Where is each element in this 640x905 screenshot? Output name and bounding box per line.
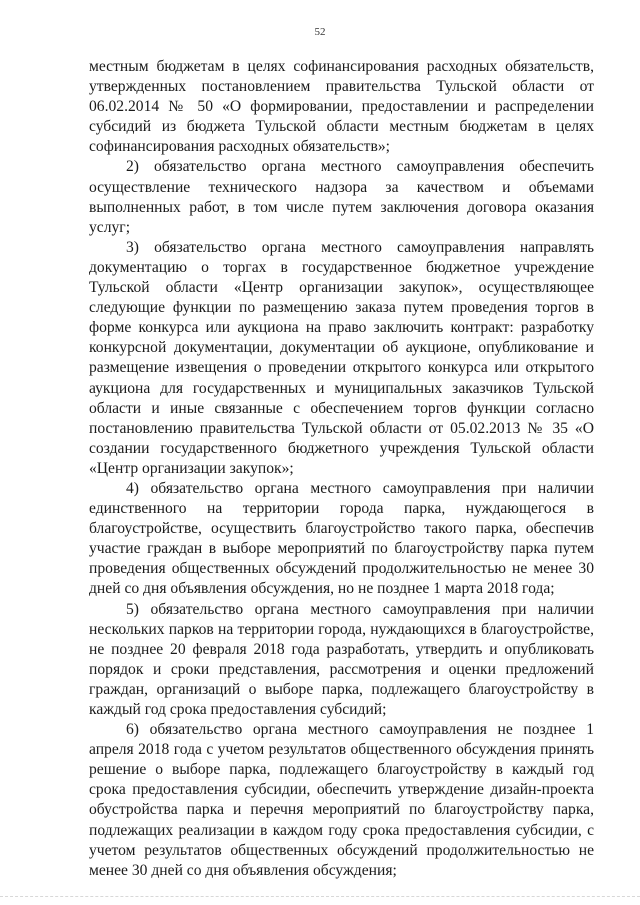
paragraph-continuation: местным бюджетам в целях софинансирования расходных обязательств, утвержденных постановлением правительства Тульской области от 06.02.2014 № 50 «О формировании, предоставлении и распределении субсидий из бюджета Тульской области местным бюджетам в целях софинансирования расходных обязательств»; — [89, 58, 594, 156]
paragraph-item-4: 4) обязательство органа местного самоуправления при наличии единственного на территории города парка, нуждающегося в благоустройстве, осуществить благоустройство такого парка, обеспечив участие граждан в выборе мероприятий по благоустройству парка путем проведения общественных обсуждений продолжительностью не менее 30 дней со дня объявления обсуждения, но не позднее 1 марта 2018 года; — [89, 479, 594, 598]
paragraph-item-5: 5) обязательство органа местного самоуправления при наличии нескольких парков на территории города, нуждающихся в благоустройстве, не позднее 20 февраля 2018 года разработать, утвердить и опубликовать порядок и сроки представления, рассмотрения и оценки предложений граждан, организаций о выборе парка, подлежащего благоустройству в каждый год срока предоставления субсидий; — [89, 600, 594, 718]
paragraph-item-3: 3) обязательство органа местного самоуправления направлять документацию о торгах в государственное бюджетное учреждение Тульской области «Центр организации закупок», осуществляющее следующие функции по размещению заказа путем проведения торгов в форме конкурса или аукциона на право заключить контракт: разработку конкурсной документации, документации об аукционе, опубликование и размещение извещения о проведении открытого конкурса или открытого аукциона для государственных и муниципальных заказчиков Тульской области и иные связанные с обеспечением торгов функции согласно постановлению правительства Тульской области от 05.02.2013 № 35 «О создании государственного бюджетного учреждения Тульской области «Центр организации закупок»; — [89, 238, 594, 477]
paragraph-item-2: 2) обязательство органа местного самоуправления обеспечить осуществление технического надзора за качеством и объемами выполненных работ, в том числе путем заключения договора оказания услуг; — [89, 158, 594, 236]
scan-edge-artifact — [0, 896, 640, 903]
document-body — [89, 57, 594, 881]
page-number: 52 — [314, 26, 326, 38]
paragraph-item-6: 6) обязательство органа местного самоуправления не позднее 1 апреля 2018 года с учетом результатов общественного обсуждения принять решение о выборе парка, подлежащего благоустройству в каждый год срока предоставления субсидии, обеспечить утверждение дизайн-проекта обустройства парка и перечня мероприятий по благоустройству парка, подлежащих реализации в каждом году срока предоставления субсидии, с учетом результатов общественных обсуждений продолжительностью не менее 30 дней со дня объявления обсуждения; — [89, 721, 594, 879]
